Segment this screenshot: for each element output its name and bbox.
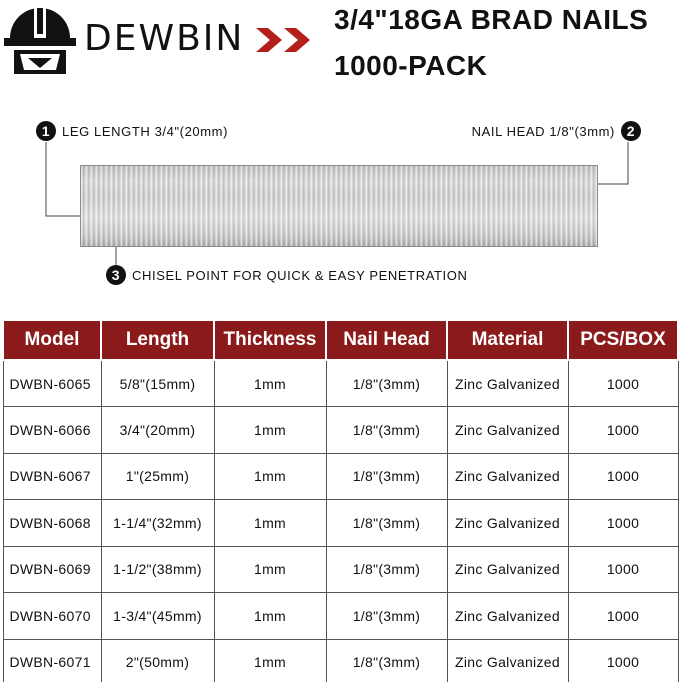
cell-nail-head: 1/8"(3mm) [326, 593, 447, 640]
cell-nail-head: 1/8"(3mm) [326, 639, 447, 682]
cell-thickness: 1mm [214, 546, 326, 593]
cell-nail-head: 1/8"(3mm) [326, 407, 447, 454]
cell-model: DWBN-6071 [3, 639, 101, 682]
cell-length: 1-3/4"(45mm) [101, 593, 214, 640]
header-pcs-box: PCS/BOX [568, 320, 678, 360]
table-row [3, 500, 678, 547]
cell-model: DWBN-6065 [3, 360, 101, 407]
cell-nail-head: 1/8"(3mm) [326, 453, 447, 500]
cell-nail-head: 1/8"(3mm) [326, 546, 447, 593]
table-row [3, 360, 678, 407]
cell-thickness: 1mm [214, 407, 326, 454]
page-title-line2: 1000-PACK [334, 50, 488, 81]
cell-length: 1-1/2"(38mm) [101, 546, 214, 593]
callout-label: CHISEL POINT FOR QUICK & EASY PENETRATION [132, 267, 468, 283]
table-row [3, 639, 678, 682]
cell-thickness: 1mm [214, 593, 326, 640]
cell-model: DWBN-6070 [3, 593, 101, 640]
header-length: Length [101, 320, 214, 360]
table-row [3, 593, 678, 640]
double-chevron-icon [254, 26, 318, 54]
cell-pcs-box: 1000 [568, 407, 678, 454]
callout-chisel-point [106, 265, 467, 285]
spec-table [2, 319, 679, 682]
callout-number: 3 [106, 265, 126, 285]
cell-pcs-box: 1000 [568, 546, 678, 593]
cell-length: 1"(25mm) [101, 453, 214, 500]
cell-length: 2"(50mm) [101, 639, 214, 682]
cell-pcs-box: 1000 [568, 593, 678, 640]
cell-pcs-box: 1000 [568, 360, 678, 407]
table-row [3, 407, 678, 454]
callout-label: NAIL HEAD 1/8"(3mm) [471, 123, 615, 139]
header-material: Material [447, 320, 568, 360]
callout-leg-length [36, 121, 228, 141]
cell-model: DWBN-6067 [3, 453, 101, 500]
cell-length: 3/4"(20mm) [101, 407, 214, 454]
cell-model: DWBN-6066 [3, 407, 101, 454]
cell-thickness: 1mm [214, 500, 326, 547]
cell-model: DWBN-6068 [3, 500, 101, 547]
cell-length: 5/8"(15mm) [101, 360, 214, 407]
nail-strip-diagram [0, 110, 679, 300]
table-row [3, 453, 678, 500]
table-header-row [3, 320, 678, 360]
cell-material: Zinc Galvanized [447, 546, 568, 593]
helmet-logo-icon [4, 2, 76, 78]
brand-name: DEWBIN [84, 18, 245, 59]
callout-number: 2 [621, 121, 641, 141]
header-thickness: Thickness [214, 320, 326, 360]
page-title-line1: 3/4"18GA BRAD NAILS [334, 4, 649, 35]
callout-nail-head [472, 121, 641, 141]
cell-pcs-box: 1000 [568, 639, 678, 682]
callout-number: 1 [36, 121, 56, 141]
cell-model: DWBN-6069 [3, 546, 101, 593]
cell-thickness: 1mm [214, 639, 326, 682]
cell-material: Zinc Galvanized [447, 593, 568, 640]
cell-pcs-box: 1000 [568, 500, 678, 547]
cell-length: 1-1/4"(32mm) [101, 500, 214, 547]
cell-material: Zinc Galvanized [447, 407, 568, 454]
cell-material: Zinc Galvanized [447, 500, 568, 547]
cell-material: Zinc Galvanized [447, 360, 568, 407]
header-nail-head: Nail Head [326, 320, 447, 360]
cell-material: Zinc Galvanized [447, 453, 568, 500]
header-model: Model [3, 320, 101, 360]
cell-nail-head: 1/8"(3mm) [326, 360, 447, 407]
cell-nail-head: 1/8"(3mm) [326, 500, 447, 547]
cell-pcs-box: 1000 [568, 453, 678, 500]
cell-material: Zinc Galvanized [447, 639, 568, 682]
cell-thickness: 1mm [214, 360, 326, 407]
brad-nail-strip-image [80, 165, 598, 247]
callout-label: LEG LENGTH 3/4"(20mm) [62, 123, 229, 139]
table-row [3, 546, 678, 593]
cell-thickness: 1mm [214, 453, 326, 500]
